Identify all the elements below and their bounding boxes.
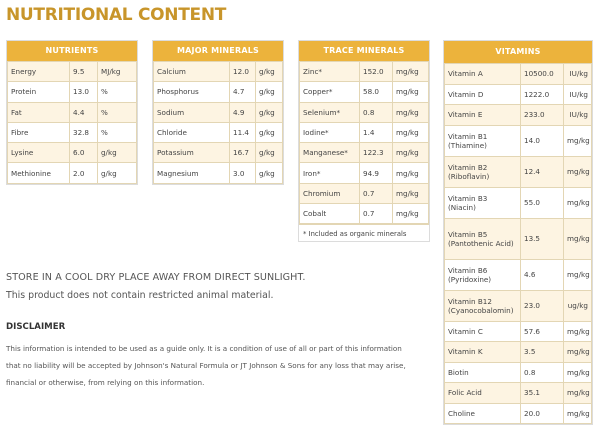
major-mineral-name-cell: Potassium: [154, 143, 230, 163]
nutrient-row: [8, 163, 137, 183]
major-mineral-value-cell: 3.0: [230, 163, 256, 183]
nutrient-row: [8, 82, 137, 102]
trace-mineral-row: [300, 183, 429, 203]
vitamin-row: [445, 218, 592, 259]
major-mineral-unit-cell: g/kg: [256, 82, 283, 102]
trace-mineral-unit-cell: mg/kg: [393, 204, 429, 224]
major-mineral-row: [154, 82, 283, 102]
trace-mineral-name-cell: Cobalt: [300, 204, 360, 224]
vitamin-name-cell: Vitamin E: [445, 105, 521, 126]
trace-mineral-row: [300, 82, 429, 102]
trace-mineral-row: [300, 102, 429, 122]
vitamin-value-cell: 12.4: [521, 156, 564, 187]
vitamin-name-cell: Biotin: [445, 362, 521, 383]
vitamin-row: [445, 321, 592, 342]
nutrient-unit-cell: %: [98, 122, 137, 142]
trace-mineral-unit-cell: mg/kg: [393, 143, 429, 163]
trace-mineral-unit-cell: mg/kg: [393, 122, 429, 142]
major-mineral-name-cell: Magnesium: [154, 163, 230, 183]
nutrients-table: [7, 61, 137, 184]
trace-mineral-row: [300, 143, 429, 163]
vitamin-name-cell: Vitamin C: [445, 321, 521, 342]
nutrient-row: [8, 102, 137, 122]
vitamin-unit-cell: mg/kg: [564, 342, 592, 363]
vitamin-name-cell: Vitamin B1 (Thiamine): [445, 125, 521, 156]
trace-mineral-name-cell: Iron*: [300, 163, 360, 183]
disclaimer-text: This information is intended to be used as a guide only. It is a condition of use of all or part of this information that no liability will be accepted by Johnson's Natural Formula or JT Johnson & Sons for any loss that may arise, financial or otherwise, from relying on this information.: [6, 344, 406, 387]
vitamin-unit-cell: mg/kg: [564, 403, 592, 424]
vitamin-unit-cell: IU/kg: [564, 84, 592, 105]
vitamin-value-cell: 57.6: [521, 321, 564, 342]
vitamin-unit-cell: mg/kg: [564, 321, 592, 342]
nutrient-name-cell: Methionine: [8, 163, 70, 183]
nutrient-value-cell: 2.0: [70, 163, 98, 183]
major-mineral-unit-cell: g/kg: [256, 62, 283, 82]
trace-mineral-name-cell: Chromium: [300, 183, 360, 203]
major-mineral-unit-cell: g/kg: [256, 102, 283, 122]
trace-minerals-footnote: * Included as organic minerals: [299, 224, 429, 241]
trace-mineral-unit-cell: mg/kg: [393, 82, 429, 102]
major-mineral-row: [154, 163, 283, 183]
major-mineral-row: [154, 122, 283, 142]
vitamin-row: [445, 383, 592, 404]
major-mineral-name-cell: Chloride: [154, 122, 230, 142]
vitamin-name-cell: Vitamin B6 (Pyridoxine): [445, 259, 521, 290]
vitamin-name-cell: Vitamin A: [445, 64, 521, 85]
nutrient-unit-cell: %: [98, 102, 137, 122]
vitamin-name-cell: Vitamin B2 (Riboflavin): [445, 156, 521, 187]
trace-mineral-unit-cell: mg/kg: [393, 62, 429, 82]
major-mineral-value-cell: 16.7: [230, 143, 256, 163]
storage-instruction: STORE IN A COOL DRY PLACE AWAY FROM DIRECT SUNLIGHT.: [6, 272, 306, 283]
trace-mineral-unit-cell: mg/kg: [393, 183, 429, 203]
disclaimer-title: DISCLAIMER: [6, 322, 66, 332]
nutrients-panel: [6, 40, 138, 185]
nutrient-name-cell: Protein: [8, 82, 70, 102]
vitamin-unit-cell: mg/kg: [564, 156, 592, 187]
trace-mineral-row: [300, 163, 429, 183]
trace-mineral-name-cell: Manganese*: [300, 143, 360, 163]
nutrient-name-cell: Lysine: [8, 143, 70, 163]
vitamin-unit-cell: mg/kg: [564, 125, 592, 156]
nutrient-unit-cell: MJ/kg: [98, 62, 137, 82]
vitamin-row: [445, 187, 592, 218]
vitamin-row: [445, 362, 592, 383]
trace-mineral-name-cell: Selenium*: [300, 102, 360, 122]
nutrient-unit-cell: %: [98, 82, 137, 102]
nutrient-row: [8, 62, 137, 82]
trace-mineral-value-cell: 152.0: [360, 62, 393, 82]
major-minerals-table: [153, 61, 283, 184]
vitamin-row: [445, 290, 592, 321]
vitamins-panel: [443, 40, 593, 425]
vitamin-value-cell: 13.5: [521, 218, 564, 259]
trace-mineral-value-cell: 1.4: [360, 122, 393, 142]
vitamin-value-cell: 10500.0: [521, 64, 564, 85]
vitamin-unit-cell: mg/kg: [564, 362, 592, 383]
vitamin-row: [445, 64, 592, 85]
major-mineral-unit-cell: g/kg: [256, 122, 283, 142]
vitamin-unit-cell: mg/kg: [564, 187, 592, 218]
major-mineral-name-cell: Sodium: [154, 102, 230, 122]
nutrient-row: [8, 143, 137, 163]
major-mineral-unit-cell: g/kg: [256, 143, 283, 163]
nutrient-name-cell: Fat: [8, 102, 70, 122]
vitamin-name-cell: Vitamin B3 (Niacin): [445, 187, 521, 218]
trace-minerals-heading: TRACE MINERALS: [299, 41, 429, 61]
vitamin-name-cell: Folic Acid: [445, 383, 521, 404]
vitamin-value-cell: 23.0: [521, 290, 564, 321]
major-minerals-panel: [152, 40, 284, 185]
restricted-material-note: This product does not contain restricted animal material.: [6, 290, 274, 301]
vitamin-value-cell: 1222.0: [521, 84, 564, 105]
vitamin-unit-cell: ug/kg: [564, 290, 592, 321]
trace-mineral-name-cell: Iodine*: [300, 122, 360, 142]
nutrient-name-cell: Energy: [8, 62, 70, 82]
nutrients-heading: NUTRIENTS: [7, 41, 137, 61]
trace-mineral-value-cell: 94.9: [360, 163, 393, 183]
page-title: NUTRITIONAL CONTENT: [6, 5, 227, 25]
vitamin-unit-cell: IU/kg: [564, 105, 592, 126]
vitamin-value-cell: 55.0: [521, 187, 564, 218]
vitamin-row: [445, 342, 592, 363]
vitamin-unit-cell: mg/kg: [564, 383, 592, 404]
nutrient-value-cell: 32.8: [70, 122, 98, 142]
nutrient-row: [8, 122, 137, 142]
vitamin-value-cell: 0.8: [521, 362, 564, 383]
vitamins-heading: VITAMINS: [444, 41, 592, 63]
trace-mineral-value-cell: 122.3: [360, 143, 393, 163]
trace-minerals-panel: [298, 40, 430, 242]
trace-mineral-name-cell: Copper*: [300, 82, 360, 102]
trace-mineral-name-cell: Zinc*: [300, 62, 360, 82]
vitamins-table: [444, 63, 592, 424]
vitamin-row: [445, 125, 592, 156]
nutrient-name-cell: Fibre: [8, 122, 70, 142]
vitamin-value-cell: 4.6: [521, 259, 564, 290]
vitamin-row: [445, 259, 592, 290]
vitamin-row: [445, 403, 592, 424]
vitamin-row: [445, 156, 592, 187]
vitamin-value-cell: 3.5: [521, 342, 564, 363]
vitamin-unit-cell: IU/kg: [564, 64, 592, 85]
trace-mineral-row: [300, 204, 429, 224]
major-mineral-row: [154, 143, 283, 163]
trace-minerals-table: [299, 61, 429, 224]
nutrient-value-cell: 13.0: [70, 82, 98, 102]
vitamin-name-cell: Vitamin K: [445, 342, 521, 363]
vitamin-name-cell: Vitamin B12 (Cyanocobalomin): [445, 290, 521, 321]
major-mineral-value-cell: 4.9: [230, 102, 256, 122]
major-mineral-value-cell: 4.7: [230, 82, 256, 102]
vitamin-value-cell: 20.0: [521, 403, 564, 424]
trace-mineral-row: [300, 62, 429, 82]
trace-mineral-unit-cell: mg/kg: [393, 102, 429, 122]
trace-mineral-value-cell: 58.0: [360, 82, 393, 102]
vitamin-value-cell: 233.0: [521, 105, 564, 126]
trace-mineral-unit-cell: mg/kg: [393, 163, 429, 183]
trace-mineral-value-cell: 0.8: [360, 102, 393, 122]
nutrient-value-cell: 4.4: [70, 102, 98, 122]
major-mineral-row: [154, 102, 283, 122]
major-mineral-value-cell: 11.4: [230, 122, 256, 142]
trace-mineral-value-cell: 0.7: [360, 204, 393, 224]
vitamin-unit-cell: mg/kg: [564, 259, 592, 290]
vitamin-name-cell: Vitamin D: [445, 84, 521, 105]
major-mineral-name-cell: Phosphorus: [154, 82, 230, 102]
major-mineral-value-cell: 12.0: [230, 62, 256, 82]
vitamin-name-cell: Vitamin B5 (Pantothenic Acid): [445, 218, 521, 259]
major-mineral-name-cell: Calcium: [154, 62, 230, 82]
nutrient-value-cell: 9.5: [70, 62, 98, 82]
vitamin-name-cell: Choline: [445, 403, 521, 424]
vitamin-row: [445, 84, 592, 105]
vitamin-row: [445, 105, 592, 126]
vitamin-value-cell: 14.0: [521, 125, 564, 156]
major-mineral-row: [154, 62, 283, 82]
vitamin-unit-cell: mg/kg: [564, 218, 592, 259]
major-minerals-heading: MAJOR MINERALS: [153, 41, 283, 61]
trace-mineral-row: [300, 122, 429, 142]
trace-mineral-value-cell: 0.7: [360, 183, 393, 203]
nutrient-value-cell: 6.0: [70, 143, 98, 163]
nutrient-unit-cell: g/kg: [98, 163, 137, 183]
nutrient-unit-cell: g/kg: [98, 143, 137, 163]
major-mineral-unit-cell: g/kg: [256, 163, 283, 183]
vitamin-value-cell: 35.1: [521, 383, 564, 404]
